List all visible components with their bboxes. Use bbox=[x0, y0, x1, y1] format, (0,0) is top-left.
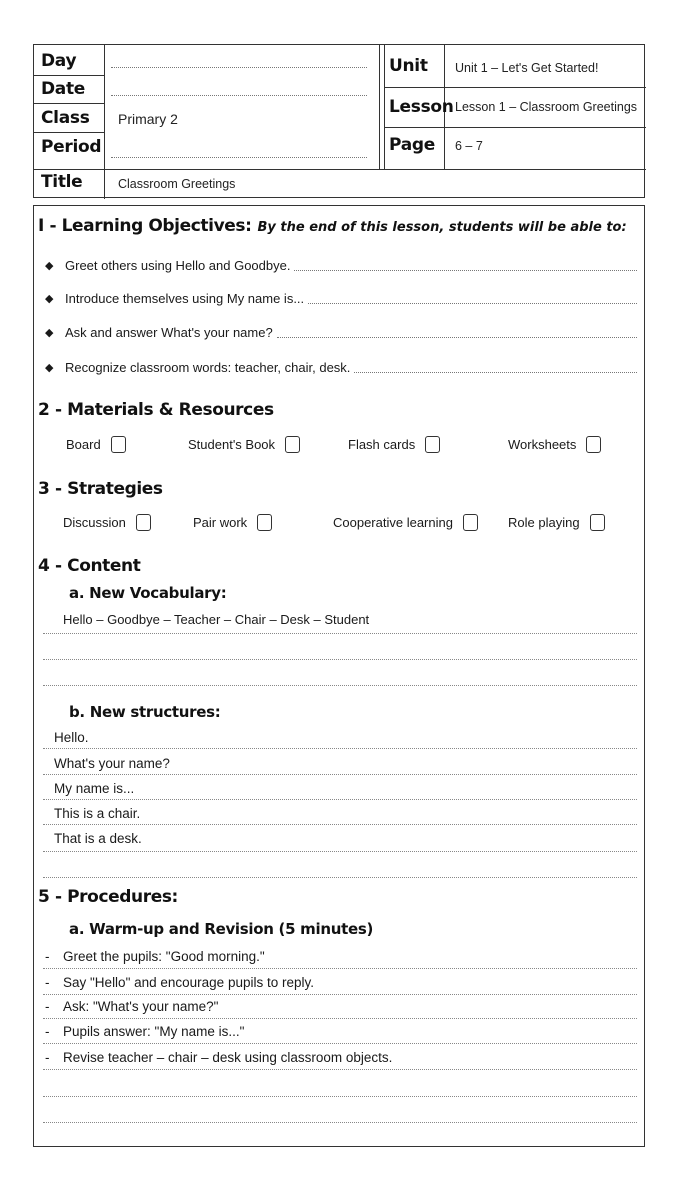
writing-line[interactable] bbox=[43, 685, 637, 686]
writing-line[interactable] bbox=[43, 877, 637, 878]
writing-line[interactable] bbox=[43, 1043, 637, 1044]
diamond-bullet-icon: ◆ bbox=[45, 327, 54, 339]
header-divider bbox=[34, 132, 104, 133]
checkbox[interactable] bbox=[111, 436, 126, 453]
date-label: Date bbox=[41, 79, 86, 99]
structures-title: b. New structures: bbox=[69, 703, 221, 721]
procedure-text: Pupils answer: "My name is..." bbox=[63, 1024, 245, 1039]
period-field[interactable] bbox=[111, 157, 367, 158]
class-value: Primary 2 bbox=[118, 111, 178, 127]
procedure-text: Ask: "What's your name?" bbox=[63, 999, 219, 1014]
writing-line[interactable] bbox=[43, 851, 637, 852]
day-field[interactable] bbox=[111, 67, 367, 68]
writing-line[interactable] bbox=[43, 748, 637, 749]
structure-line: Hello. bbox=[54, 730, 89, 745]
writing-line[interactable] bbox=[43, 1018, 637, 1019]
header-divider bbox=[384, 127, 646, 128]
objective-text: Recognize classroom words: teacher, chair, desk. bbox=[65, 360, 351, 375]
unit-label: Unit bbox=[389, 56, 428, 76]
objective-dotted-line bbox=[354, 372, 637, 373]
strategy-role-playing[interactable] bbox=[508, 514, 605, 531]
strategies-title: 3 - Strategies bbox=[38, 479, 163, 499]
page-value: 6 – 7 bbox=[455, 139, 483, 153]
objective-item bbox=[45, 321, 637, 341]
period-label: Period bbox=[41, 137, 102, 157]
procedures-title: 5 - Procedures: bbox=[38, 887, 178, 907]
checkbox[interactable] bbox=[257, 514, 272, 531]
objective-text: Introduce themselves using My name is... bbox=[65, 291, 305, 306]
material-label: Student's Book bbox=[188, 437, 276, 452]
strategy-discussion[interactable] bbox=[63, 514, 151, 531]
material-worksheets[interactable] bbox=[508, 436, 601, 453]
objectives-heading bbox=[38, 216, 627, 236]
strategy-label: Cooperative learning bbox=[333, 515, 453, 530]
procedure-step: - Say "Hello" and encourage pupils to reply. bbox=[45, 975, 314, 990]
strategy-label: Role playing bbox=[508, 515, 580, 530]
vocabulary-text: Hello – Goodbye – Teacher – Chair – Desk – Student bbox=[63, 612, 370, 627]
procedure-step: - Revise teacher – chair – desk using classroom objects. bbox=[45, 1050, 393, 1065]
warmup-title: a. Warm-up and Revision (5 minutes) bbox=[69, 920, 374, 938]
material-label: Flash cards bbox=[348, 437, 416, 452]
objective-dotted-line bbox=[308, 303, 637, 304]
strategy-label: Discussion bbox=[63, 515, 126, 530]
checkbox[interactable] bbox=[136, 514, 151, 531]
material-label: Board bbox=[66, 437, 101, 452]
writing-line[interactable] bbox=[43, 633, 637, 634]
structure-line: My name is... bbox=[54, 781, 135, 796]
writing-line[interactable] bbox=[43, 824, 637, 825]
header-divider bbox=[379, 45, 380, 169]
lesson-header-table bbox=[33, 44, 645, 198]
procedure-text: Say "Hello" and encourage pupils to reply. bbox=[63, 975, 314, 990]
checkbox[interactable] bbox=[285, 436, 300, 453]
header-divider bbox=[384, 45, 385, 169]
checkbox[interactable] bbox=[425, 436, 440, 453]
writing-line[interactable] bbox=[43, 774, 637, 775]
header-divider bbox=[104, 45, 105, 169]
materials-title: 2 - Materials & Resources bbox=[38, 400, 274, 420]
structure-line: That is a desk. bbox=[54, 831, 142, 846]
unit-value: Unit 1 – Let's Get Started! bbox=[455, 61, 599, 75]
procedure-step: - Pupils answer: "My name is..." bbox=[45, 1024, 245, 1039]
diamond-bullet-icon: ◆ bbox=[45, 293, 54, 305]
diamond-bullet-icon: ◆ bbox=[45, 260, 54, 272]
structure-line: What's your name? bbox=[54, 756, 170, 771]
strategy-pair-work[interactable] bbox=[193, 514, 272, 531]
checkbox[interactable] bbox=[463, 514, 478, 531]
writing-line[interactable] bbox=[43, 1069, 637, 1070]
strategy-cooperative-learning[interactable] bbox=[333, 514, 478, 531]
strategy-label: Pair work bbox=[193, 515, 248, 530]
writing-line[interactable] bbox=[43, 994, 637, 995]
writing-line[interactable] bbox=[43, 968, 637, 969]
writing-line[interactable] bbox=[43, 1122, 637, 1123]
objective-dotted-line bbox=[277, 337, 637, 338]
objective-item bbox=[45, 287, 637, 307]
page-label: Page bbox=[389, 135, 435, 155]
class-label: Class bbox=[41, 108, 90, 128]
checkbox[interactable] bbox=[586, 436, 601, 453]
header-divider bbox=[34, 103, 104, 104]
content-title: 4 - Content bbox=[38, 556, 141, 576]
objective-dotted-line bbox=[294, 270, 637, 271]
lesson-value: Lesson 1 – Classroom Greetings bbox=[455, 100, 638, 114]
structure-line: This is a chair. bbox=[54, 806, 141, 821]
material-label: Worksheets bbox=[508, 437, 577, 452]
writing-line[interactable] bbox=[43, 1096, 637, 1097]
day-label: Day bbox=[41, 51, 77, 71]
procedure-step: - Greet the pupils: "Good morning." bbox=[45, 949, 265, 964]
objectives-title: I - Learning Objectives: bbox=[38, 216, 252, 236]
title-label: Title bbox=[41, 172, 83, 192]
header-divider bbox=[104, 169, 105, 199]
procedure-text: Revise teacher – chair – desk using classroom objects. bbox=[63, 1050, 393, 1065]
objective-item bbox=[45, 254, 637, 274]
date-field[interactable] bbox=[111, 95, 367, 96]
objective-item bbox=[45, 356, 637, 376]
header-divider bbox=[34, 169, 646, 170]
procedure-text: Greet the pupils: "Good morning." bbox=[63, 949, 265, 964]
writing-line[interactable] bbox=[43, 799, 637, 800]
objective-text: Ask and answer What's your name? bbox=[65, 325, 273, 340]
checkbox[interactable] bbox=[590, 514, 605, 531]
header-divider bbox=[384, 87, 646, 88]
material-flash-cards[interactable] bbox=[348, 436, 440, 453]
header-divider bbox=[34, 75, 104, 76]
diamond-bullet-icon: ◆ bbox=[45, 362, 54, 374]
objectives-note: By the end of this lesson, students will be able to: bbox=[257, 220, 627, 235]
objective-text: Greet others using Hello and Goodbye. bbox=[65, 258, 291, 273]
procedure-step: - Ask: "What's your name?" bbox=[45, 999, 219, 1014]
title-value: Classroom Greetings bbox=[118, 177, 236, 191]
writing-line[interactable] bbox=[43, 659, 637, 660]
lesson-label: Lesson bbox=[389, 97, 454, 117]
material-students-book[interactable] bbox=[188, 436, 300, 453]
material-board[interactable] bbox=[66, 436, 126, 453]
vocabulary-title: a. New Vocabulary: bbox=[69, 584, 227, 602]
